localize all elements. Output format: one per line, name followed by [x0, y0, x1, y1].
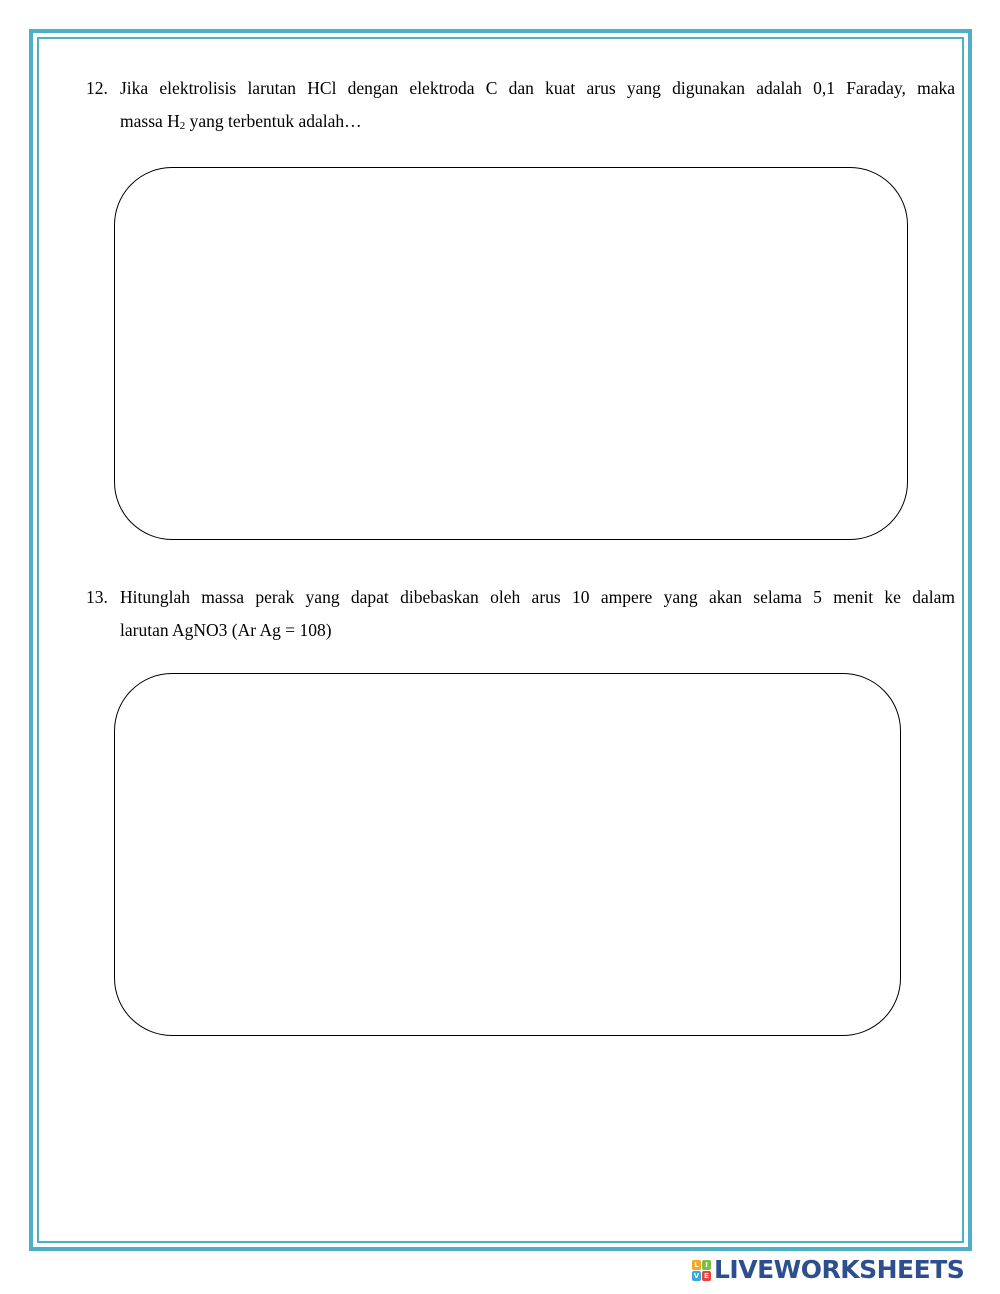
answer-input-13[interactable] — [145, 694, 870, 1015]
question-text-line1: Hitunglah massa perak yang dapat dibebaskan oleh arus 10 ampere yang akan selama 5 menit ke dalam — [120, 587, 955, 607]
question-number: 13. — [86, 587, 108, 607]
question-12 — [86, 72, 955, 138]
answer-box-12[interactable] — [114, 167, 908, 540]
brand-name: LIVEWORKSHEETS — [714, 1255, 965, 1284]
question-text-line1: Jika elektrolisis larutan HCl dengan elektroda C dan kuat arus yang digunakan adalah 0,1 Faraday, maka — [120, 78, 955, 98]
liveworksheets-logo-icon: L I V E — [692, 1260, 711, 1281]
answer-box-13[interactable] — [114, 673, 901, 1036]
question-number: 12. — [86, 78, 108, 98]
question-text-line2: larutan AgNO3 (Ar Ag = 108) — [120, 620, 332, 640]
answer-input-12[interactable] — [145, 188, 877, 519]
question-text-line2: massa $H_2$ yang terbentuk adalah… — [120, 111, 362, 132]
liveworksheets-brand — [692, 1257, 964, 1283]
question-13 — [86, 581, 955, 647]
